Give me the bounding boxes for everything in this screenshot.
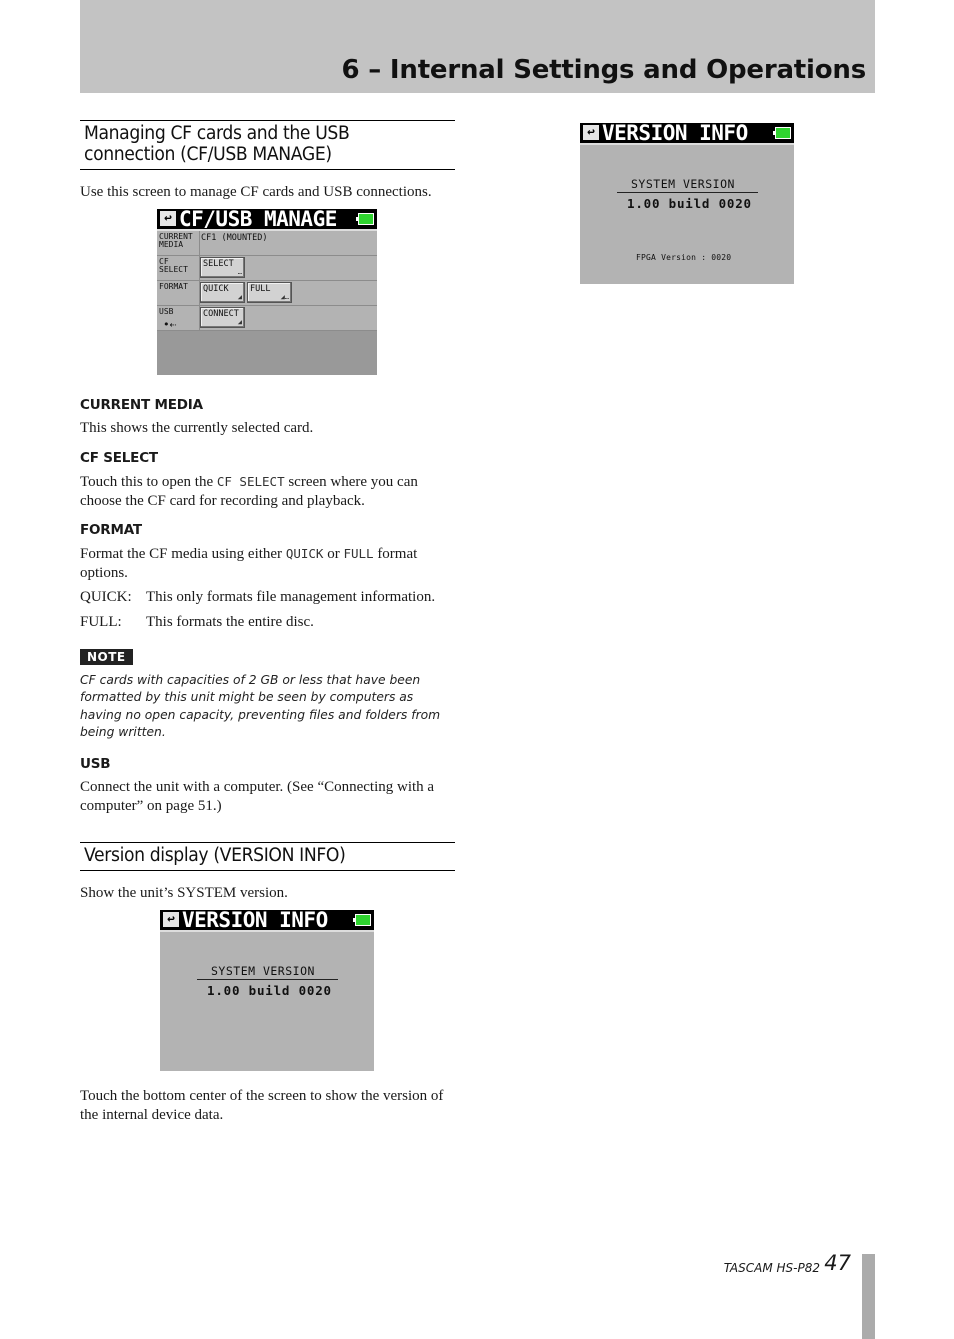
back-arrow-icon[interactable]: ↩ (160, 211, 176, 226)
text-fragment: screen where you can choose the CF card for recording and playback. (80, 474, 418, 509)
screen-title: CF/USB MANAGE (179, 209, 337, 231)
cf-select-text (80, 472, 455, 511)
text-fragment: format options. (80, 546, 418, 581)
usb-icon: •⇠ (163, 318, 177, 331)
section-heading (80, 842, 455, 871)
def-term: QUICK: (80, 589, 132, 605)
fpga-version-text[interactable]: FPGA Version : 0020 (636, 253, 732, 262)
battery-icon (358, 213, 374, 225)
section-title: Version display (VERSION INFO) (84, 845, 346, 866)
section-heading (80, 120, 455, 170)
cf-select-label: CF SELECT (159, 257, 188, 274)
system-version-label: SYSTEM VERSION (211, 964, 315, 978)
cf-usb-manage-screen (157, 209, 377, 375)
connect-button-label: CONNECT (203, 309, 239, 319)
back-arrow-icon[interactable]: ↩ (583, 125, 599, 140)
text-fragment: or (323, 546, 344, 562)
note-badge: NOTE (80, 649, 133, 665)
usb-text: Connect the unit with a computer. (See “Connecting with a computer” on page 51.) (80, 779, 435, 814)
current-media-label: CURRENT MEDIA (159, 232, 193, 249)
full-format-button[interactable] (247, 282, 292, 303)
format-heading: FORMAT (80, 522, 142, 538)
usb-heading: USB (80, 756, 111, 772)
divider (617, 192, 758, 193)
section-intro: Show the unit’s SYSTEM version. (80, 885, 288, 901)
divider (197, 979, 338, 980)
def-term: FULL: (80, 614, 122, 630)
select-button-label: SELECT (203, 259, 234, 269)
quick-format-button[interactable] (200, 282, 245, 303)
usb-label: USB (159, 307, 174, 316)
more-icon: ◢… (280, 293, 289, 301)
current-media-text: This shows the currently selected card. (80, 420, 314, 436)
inline-code: QUICK (285, 546, 324, 561)
chapter-title: 6 – Internal Settings and Operations (341, 55, 866, 85)
text-fragment: Format the CF media using either (80, 546, 286, 562)
row-format (157, 281, 377, 306)
section-outro: Touch the bottom center of the screen to show the version of the internal device data. (80, 1088, 444, 1123)
inline-code: FULL (343, 546, 374, 561)
screen-title: VERSION INFO (182, 910, 328, 932)
section-version-info (80, 842, 455, 871)
page-number: 47 (824, 1251, 851, 1275)
battery-icon (775, 127, 791, 139)
format-label: FORMAT (159, 282, 188, 291)
section-cf-usb-manage (80, 120, 455, 170)
note-text: CF cards with capacities of 2 GB or less that have been formatted by this unit might be seen by computers as having no open capacity, preventing files and folders from being written. (80, 673, 441, 739)
cf-select-heading: CF SELECT (80, 450, 158, 466)
usb-connect-button[interactable] (200, 307, 245, 328)
current-media-value: CF1 (MOUNTED) (201, 233, 268, 243)
full-button-label: FULL (250, 284, 271, 294)
screen-title: VERSION INFO (602, 123, 748, 145)
row-usb (157, 306, 377, 331)
section-intro: Use this screen to manage CF cards and USB connections. (80, 184, 432, 200)
row-current-media (157, 231, 377, 256)
screen-titlebar (157, 209, 377, 231)
battery-icon (355, 914, 371, 926)
corner-marker-icon: ◢ (237, 293, 242, 301)
screen-titlebar (580, 123, 794, 145)
quick-button-label: QUICK (203, 284, 229, 294)
inline-code: CF SELECT (216, 474, 285, 489)
screen-empty-area (157, 331, 377, 375)
corner-marker-icon: ◢ (237, 318, 242, 326)
current-media-heading: CURRENT MEDIA (80, 397, 203, 413)
note-block (80, 648, 133, 666)
section-title: Managing CF cards and the USB connection (CF/USB MANAGE) (84, 123, 350, 165)
def-desc: This formats the entire disc. (146, 614, 314, 630)
text-fragment: Touch this to open the (80, 474, 217, 490)
select-button[interactable] (200, 257, 245, 278)
screen-titlebar (160, 910, 374, 932)
system-version-label: SYSTEM VERSION (631, 177, 735, 191)
row-separator (199, 231, 200, 255)
chapter-header (80, 0, 875, 93)
version-info-fpga-screen (580, 123, 794, 284)
format-def-full (80, 613, 460, 632)
format-text (80, 544, 455, 583)
side-tab (862, 1254, 875, 1339)
version-info-screen (160, 910, 374, 1071)
back-arrow-icon[interactable]: ↩ (163, 912, 179, 927)
system-version-value: 1.00 build 0020 (627, 196, 752, 211)
def-desc: This only formats file management information. (146, 589, 436, 605)
more-icon: … (237, 268, 242, 276)
footer-brand: TASCAM HS-P82 (723, 1261, 820, 1275)
row-cf-select (157, 256, 377, 281)
format-def-quick (80, 588, 460, 607)
system-version-value: 1.00 build 0020 (207, 983, 332, 998)
